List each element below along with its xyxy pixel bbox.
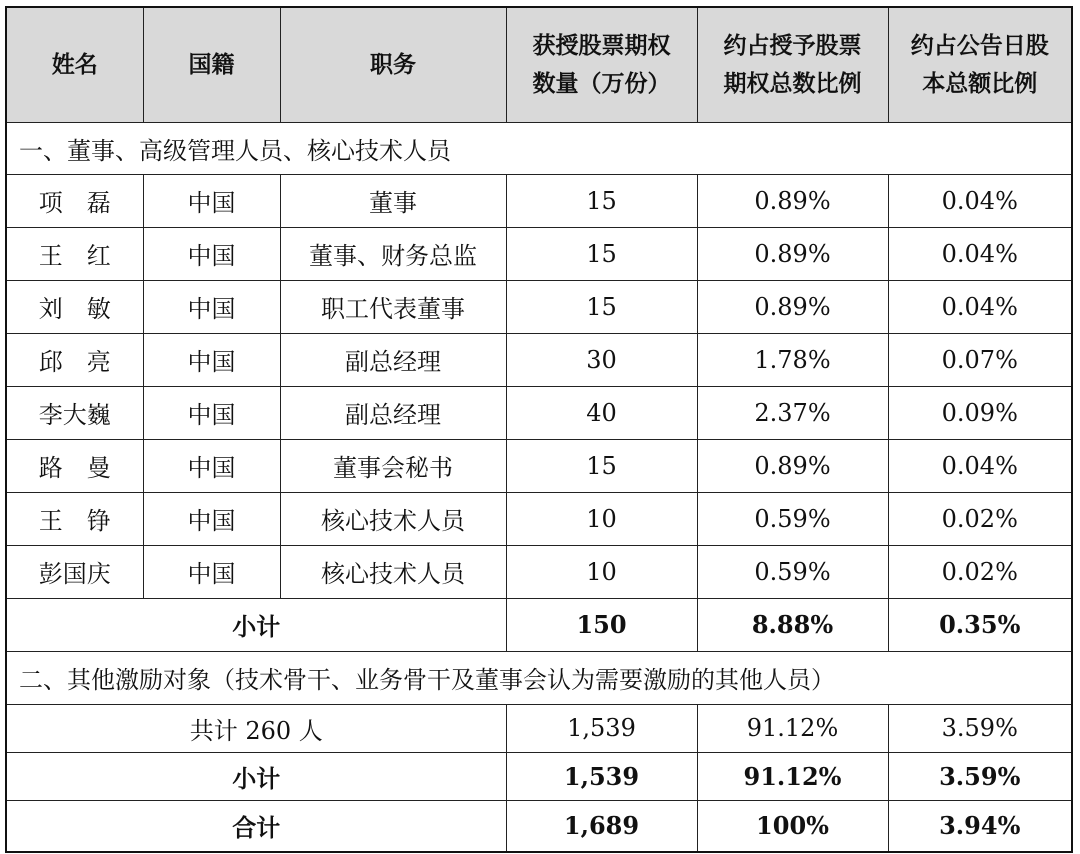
subtotal-granted: 1,539 <box>506 752 697 800</box>
cell-granted: 15 <box>506 174 697 227</box>
cell-name: 路 曼 <box>6 439 143 492</box>
subtotal-ratio-capital: 0.35% <box>888 598 1072 651</box>
table-row <box>6 227 1072 280</box>
cell-granted: 15 <box>506 280 697 333</box>
cell-granted: 10 <box>506 545 697 598</box>
cell-position: 副总经理 <box>280 333 506 386</box>
table-row <box>6 280 1072 333</box>
cell-position: 董事、财务总监 <box>280 227 506 280</box>
subtotal-ratio-total: 8.88% <box>697 598 888 651</box>
header-granted-line1: 获授股票期权 <box>532 32 671 59</box>
stock-option-allocation-table <box>5 6 1073 853</box>
table-row <box>6 439 1072 492</box>
cell-name: 邱 亮 <box>6 333 143 386</box>
cell-name: 项 磊 <box>6 174 143 227</box>
header-row <box>6 7 1072 122</box>
section2-row <box>6 704 1072 752</box>
cell-ratio-total: 0.59% <box>697 545 888 598</box>
cell-ratio-capital: 0.02% <box>888 492 1072 545</box>
others-granted: 1,539 <box>506 704 697 752</box>
total-row <box>6 800 1072 852</box>
cell-name: 彭国庆 <box>6 545 143 598</box>
total-ratio-total: 100% <box>697 800 888 852</box>
cell-ratio-total: 2.37% <box>697 386 888 439</box>
header-ratio-total <box>697 7 888 122</box>
header-ratio-capital-line1: 约占公告日股 <box>910 32 1049 59</box>
cell-nationality: 中国 <box>143 174 280 227</box>
cell-position: 核心技术人员 <box>280 545 506 598</box>
cell-name: 王 铮 <box>6 492 143 545</box>
others-ratio-total: 91.12% <box>697 704 888 752</box>
header-ratio-total-line2: 期权总数比例 <box>723 70 862 97</box>
cell-granted: 15 <box>506 439 697 492</box>
header-granted <box>506 7 697 122</box>
cell-ratio-total: 0.89% <box>697 227 888 280</box>
table-row <box>6 492 1072 545</box>
table-row <box>6 545 1072 598</box>
subtotal-label: 小计 <box>6 752 506 800</box>
cell-granted: 30 <box>506 333 697 386</box>
section1-subtotal-row <box>6 598 1072 651</box>
cell-granted: 40 <box>506 386 697 439</box>
cell-ratio-capital: 0.04% <box>888 174 1072 227</box>
cell-ratio-capital: 0.04% <box>888 280 1072 333</box>
cell-nationality: 中国 <box>143 280 280 333</box>
header-name: 姓名 <box>6 7 143 122</box>
header-ratio-capital <box>888 7 1072 122</box>
header-granted-line2: 数量（万份） <box>532 70 671 97</box>
cell-ratio-total: 0.89% <box>697 280 888 333</box>
cell-ratio-total: 0.59% <box>697 492 888 545</box>
total-label: 合计 <box>6 800 506 852</box>
cell-ratio-total: 1.78% <box>697 333 888 386</box>
cell-position: 职工代表董事 <box>280 280 506 333</box>
cell-name: 刘 敏 <box>6 280 143 333</box>
header-position: 职务 <box>280 7 506 122</box>
cell-name: 王 红 <box>6 227 143 280</box>
table-row <box>6 333 1072 386</box>
cell-ratio-capital: 0.02% <box>888 545 1072 598</box>
cell-ratio-total: 0.89% <box>697 174 888 227</box>
cell-name: 李大巍 <box>6 386 143 439</box>
others-count: 共计 260 人 <box>6 704 506 752</box>
subtotal-label: 小计 <box>6 598 506 651</box>
header-ratio-total-line1: 约占授予股票 <box>723 32 862 59</box>
table-row <box>6 174 1072 227</box>
section2-title: 二、其他激励对象（技术骨干、业务骨干及董事会认为需要激励的其他人员） <box>6 651 1072 704</box>
cell-nationality: 中国 <box>143 227 280 280</box>
cell-position: 董事会秘书 <box>280 439 506 492</box>
cell-nationality: 中国 <box>143 439 280 492</box>
cell-position: 副总经理 <box>280 386 506 439</box>
cell-ratio-total: 0.89% <box>697 439 888 492</box>
total-ratio-capital: 3.94% <box>888 800 1072 852</box>
cell-granted: 15 <box>506 227 697 280</box>
cell-nationality: 中国 <box>143 545 280 598</box>
section2-subtotal-row <box>6 752 1072 800</box>
cell-nationality: 中国 <box>143 333 280 386</box>
subtotal-ratio-total: 91.12% <box>697 752 888 800</box>
total-granted: 1,689 <box>506 800 697 852</box>
section1-title: 一、董事、高级管理人员、核心技术人员 <box>6 122 1072 174</box>
cell-ratio-capital: 0.04% <box>888 439 1072 492</box>
cell-position: 董事 <box>280 174 506 227</box>
header-ratio-capital-line2: 本总额比例 <box>922 70 1038 97</box>
cell-nationality: 中国 <box>143 492 280 545</box>
cell-nationality: 中国 <box>143 386 280 439</box>
cell-ratio-capital: 0.07% <box>888 333 1072 386</box>
others-ratio-capital: 3.59% <box>888 704 1072 752</box>
section2-title-row <box>6 651 1072 704</box>
subtotal-granted: 150 <box>506 598 697 651</box>
cell-ratio-capital: 0.09% <box>888 386 1072 439</box>
table-row <box>6 386 1072 439</box>
section1-title-row <box>6 122 1072 174</box>
cell-ratio-capital: 0.04% <box>888 227 1072 280</box>
cell-granted: 10 <box>506 492 697 545</box>
cell-position: 核心技术人员 <box>280 492 506 545</box>
header-nationality: 国籍 <box>143 7 280 122</box>
subtotal-ratio-capital: 3.59% <box>888 752 1072 800</box>
